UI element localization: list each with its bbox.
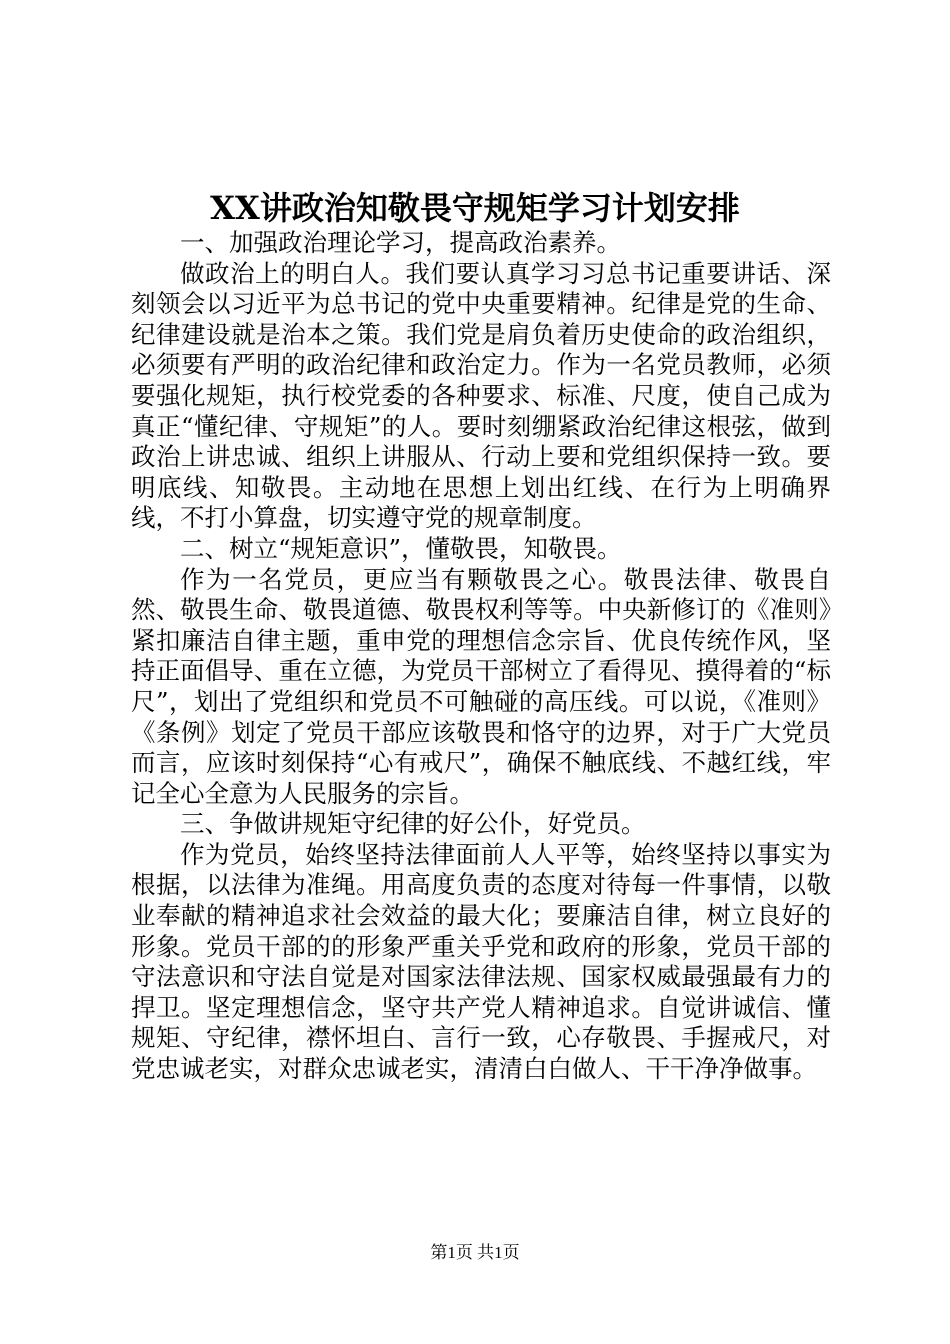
body-paragraph-3: 作为党员，始终坚持法律面前人人平等，始终坚持以事实为根据，以法律为准绳。用高度负责的态度对待每一件事情，以敬业奉献的精神追求社会效益的最大化；要廉洁自律，树立良好的形象。党员干部的的形象严重关乎党和政府的形象，党员干部的守法意识和守法自觉是对国家法律法规、国家权威最强最有力的捍卫。坚定理想信念，坚守共产党人精神追求。自觉讲诚信、懂规矩、守纪律，襟怀坦白、言行一致，心存敬畏、手握戒尺，对党忠诚老实，对群众忠诚老实，清清白白做人、干干净净做事。: [131, 839, 831, 1084]
body-paragraph-2: 作为一名党员，更应当有颗敬畏之心。敬畏法律、敬畏自然、敬畏生命、敬畏道德、敬畏权利等等。中央新修订的《准则》紧扣廉洁自律主题，重申党的理想信念宗旨、优良传统作风，坚持正面倡导、重在立德，为党员干部树立了看得见、摸得着的“标尺”，划出了党组织和党员不可触碰的高压线。可以说，《准则》《条例》划定了党员干部应该敬畏和恪守的边界，对于广大党员而言，应该时刻保持“心有戒尺”，确保不触底线、不越红线，牢记全心全意为人民服务的宗旨。: [131, 564, 831, 808]
section-heading-1: 一、加强政治理论学习，提高政治素养。: [180, 228, 621, 257]
body-paragraph-1: 做政治上的明白人。我们要认真学习习总书记重要讲话、深刻领会以习近平为总书记的党中央重要精神。纪律是党的生命、纪律建设就是治本之策。我们党是肩负着历史使命的政治组织，必须要有严明的政治纪律和政治定力。作为一名党员教师，必须要强化规矩，执行校党委的各种要求、标准、尺度，使自己成为真正“懂纪律、守规矩”的人。要时刻绷紧政治纪律这根弦，做到政治上讲忠诚、组织上讲服从、行动上要和党组织保持一致。要明底线、知敬畏。主动地在思想上划出红线、在行为上明确界线，不打小算盘，切实遵守党的规章制度。: [131, 258, 831, 533]
section-heading-3: 三、争做讲规矩守纪律的好公仆，好党员。: [180, 809, 646, 839]
section-heading-2: 二、树立“规矩意识”，懂敬畏，知敬畏。: [180, 533, 622, 563]
page-footer: 第1页 共1页: [430, 1243, 520, 1262]
document-title: XX讲政治知敬畏守规矩学习计划安排: [210, 189, 740, 227]
document-body: [131, 228, 831, 1085]
